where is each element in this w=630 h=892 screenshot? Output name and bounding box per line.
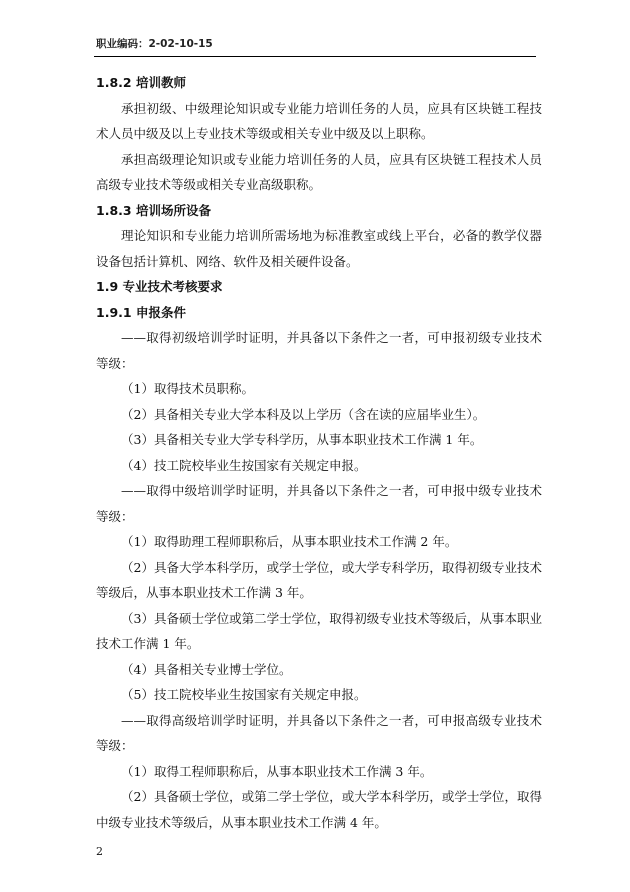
header-divider xyxy=(94,56,536,57)
section-heading-1-9-1: 1.9.1 申报条件 xyxy=(96,304,186,320)
list-item: （4）技工院校毕业生按国家有关规定申报。 xyxy=(121,457,367,473)
section-heading-1-8-2: 1.8.2 培训教师 xyxy=(96,75,186,90)
list-item: （1）取得技术员职称。 xyxy=(121,381,254,396)
section-heading-1-8-3: 1.8.3 培训场所设备 xyxy=(96,202,211,218)
list-item: （3）具备相关专业大学专科学历，从事本职业技术工作满 1 年。 xyxy=(121,432,483,447)
page-header-code: 职业编码：2-02-10-15 xyxy=(96,38,213,50)
list-item: （1）取得工程师职称后，从事本职业技术工作满 3 年。 xyxy=(121,763,433,779)
list-item: （4）具备相关专业博士学位。 xyxy=(121,661,292,677)
section-heading-1-9: 1.9 专业技术考核要求 xyxy=(96,279,223,294)
page-number: 2 xyxy=(96,845,103,858)
paragraph: 理论知识和专业能力培训所需场地为标准教室或线上平台，必备的教学仪器设备包括计算机、网络、软件及相关硬件设备。 xyxy=(96,228,542,269)
list-item: （2）具备硕士学位，或第二学士学位，或大学本科学历，或学士学位，取得中级专业技术等级后，从事本职业技术工作满 4 年。 xyxy=(96,789,542,830)
document-body xyxy=(96,70,542,835)
list-item: （2）具备大学本科学历，或学士学位，或大学专科学历，取得初级专业技术等级后，从事本职业技术工作满 3 年。 xyxy=(96,559,542,600)
list-item: （1）取得助理工程师职称后，从事本职业技术工作满 2 年。 xyxy=(121,534,458,549)
paragraph: ——取得初级培训学时证明，并具备以下条件之一者，可申报初级专业技术等级： xyxy=(96,330,542,371)
list-item: （3）具备硕士学位或第二学士学位，取得初级专业技术等级后，从事本职业技术工作满 1 年。 xyxy=(96,610,542,651)
paragraph: ——取得高级培训学时证明，并具备以下条件之一者，可申报高级专业技术等级： xyxy=(96,712,542,753)
list-item: （5）技工院校毕业生按国家有关规定申报。 xyxy=(121,687,367,702)
paragraph: ——取得中级培训学时证明，并具备以下条件之一者，可申报中级专业技术等级： xyxy=(96,483,542,524)
list-item: （2）具备相关专业大学本科及以上学历（含在读的应届毕业生）。 xyxy=(121,406,486,422)
paragraph: 承担高级理论知识或专业能力培训任务的人员，应具有区块链工程技术人员高级专业技术等级或相关专业高级职称。 xyxy=(96,151,542,192)
paragraph: 承担初级、中级理论知识或专业能力培训任务的人员，应具有区块链工程技术人员中级及以上专业技术等级或相关专业中级及以上职称。 xyxy=(96,100,542,141)
